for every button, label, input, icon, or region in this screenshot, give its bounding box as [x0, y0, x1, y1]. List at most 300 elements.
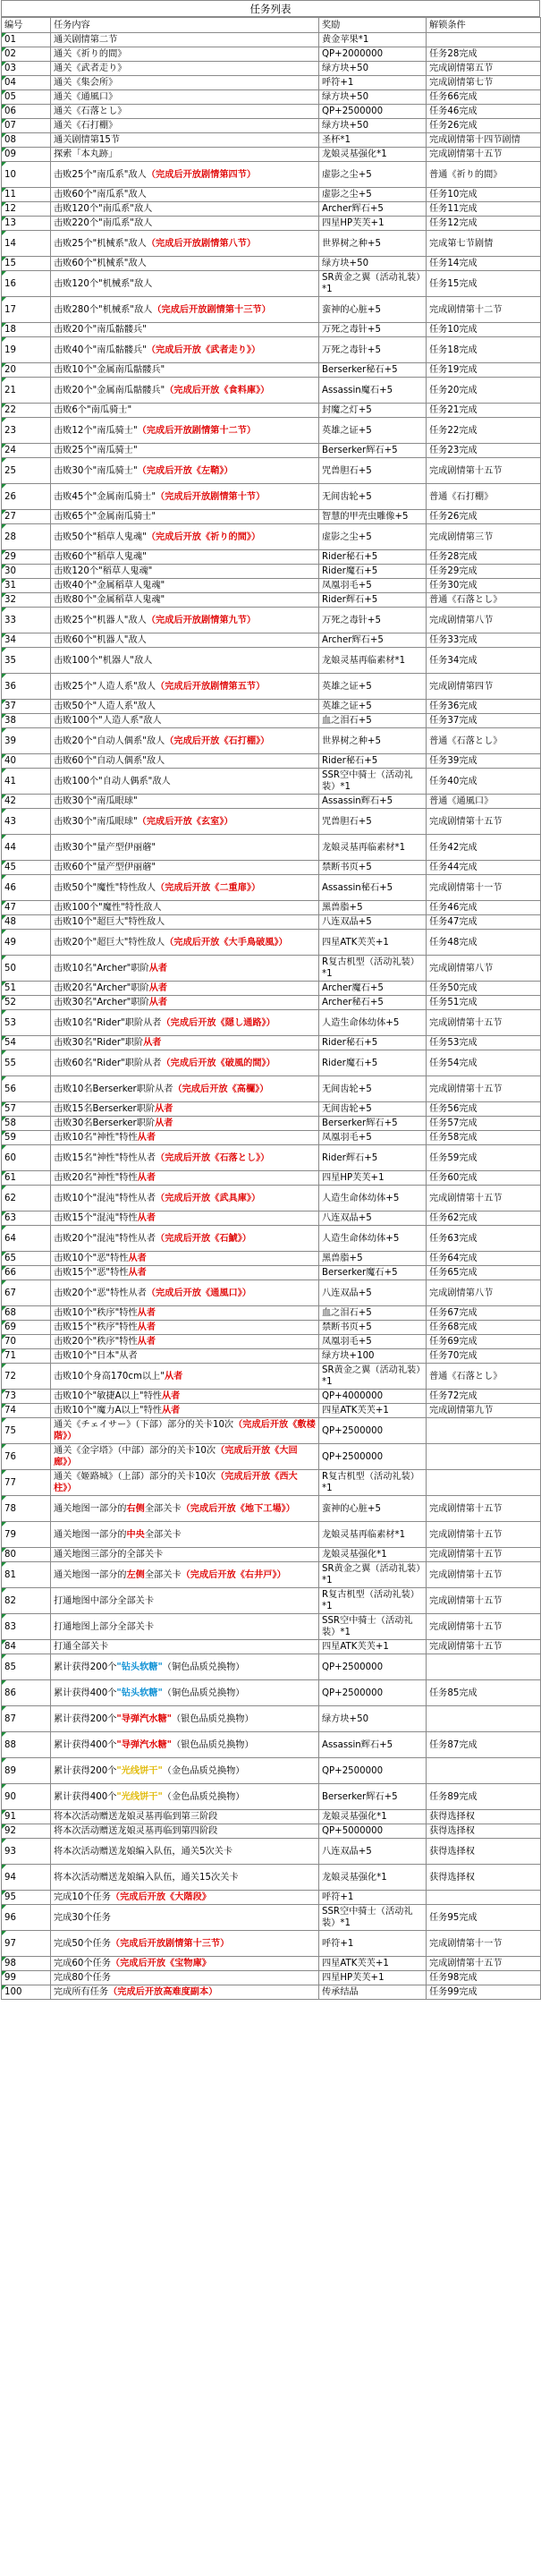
unlock-condition-cell: 完成剧情第七节	[427, 76, 541, 90]
unlock-condition-cell: 完成剧情第十五节	[427, 809, 541, 835]
task-content-cell	[51, 608, 319, 633]
task-highlight-text: （完成后开放《二重扉》）	[156, 882, 261, 893]
unlock-condition-cell: 任务98完成	[427, 1971, 541, 1985]
task-highlight-text: 从者	[137, 1133, 156, 1143]
task-highlight-text: （完成后开放剧情第十三节）	[110, 1938, 230, 1949]
unlock-condition-cell: 完成剧情第五节	[427, 62, 541, 76]
unlock-condition-cell: 任务10完成	[427, 188, 541, 202]
task-highlight-text: 从者	[148, 963, 168, 973]
task-id-cell: 38	[2, 714, 51, 728]
task-id-cell: 46	[2, 875, 51, 901]
task-highlight-text: 左侧	[126, 1569, 145, 1580]
unlock-condition-cell: 完成剧情第八节	[427, 608, 541, 633]
task-id-cell: 51	[2, 982, 51, 996]
table-row	[2, 915, 541, 930]
task-content-cell	[51, 728, 319, 754]
table-row	[2, 1266, 541, 1280]
task-text: 通关地图一部分的	[54, 1503, 127, 1514]
reward-cell: 四星ATK芙芙+1	[319, 1404, 427, 1418]
unlock-condition-cell: 任务85完成	[427, 1680, 541, 1706]
unlock-condition-cell: 任务19完成	[427, 363, 541, 378]
task-text: 击败20个"秩序"特性	[54, 1337, 138, 1347]
task-id-cell: 42	[2, 795, 51, 809]
table-row	[2, 378, 541, 404]
task-highlight-text: 从者	[148, 998, 168, 1007]
task-text: 击败65个"金属南瓜骑士"	[54, 512, 156, 522]
table-row	[2, 323, 541, 337]
task-id-cell: 33	[2, 608, 51, 633]
reward-cell: SR黄金之翼（活动礼装）*1	[319, 1562, 427, 1588]
table-row	[2, 1971, 541, 1985]
task-highlight-text: "导弹汽水糖"	[116, 1739, 172, 1750]
reward-cell: 人造生命体幼体+5	[319, 1186, 427, 1211]
reward-cell: 血之泪石+5	[319, 714, 427, 728]
reward-cell: 八连双晶+5	[319, 1211, 427, 1226]
task-highlight-text: 从者	[137, 1308, 156, 1318]
reward-cell: 四星HP芙芙+1	[319, 1171, 427, 1186]
table-row	[2, 119, 541, 133]
task-text: 击败50个"人造人系"敌人	[54, 701, 156, 711]
header-row	[2, 18, 541, 33]
table-row	[2, 1522, 541, 1548]
task-text: 击败15个"恶"特性	[54, 1268, 129, 1278]
task-text: 击败20名"神性"特性	[54, 1173, 138, 1183]
table-row	[2, 33, 541, 47]
task-content-cell	[51, 1145, 319, 1171]
task-content-cell	[51, 1654, 319, 1680]
reward-cell: QP+2500000	[319, 1680, 427, 1706]
task-highlight-text: （完成后开放《石落とし》）	[156, 1152, 270, 1163]
task-id-cell: 27	[2, 510, 51, 524]
task-highlight-text: （完成后开放《武者走り》）	[146, 344, 261, 355]
reward-cell: Archer秘石+5	[319, 996, 427, 1010]
table-row	[2, 458, 541, 484]
reward-cell: 禁断书页+5	[319, 1321, 427, 1335]
task-id-cell: 20	[2, 363, 51, 378]
task-content-cell	[51, 202, 319, 217]
task-content-cell	[51, 1050, 319, 1076]
task-highlight-text: （完成后开放《通風口》）	[146, 1288, 251, 1298]
task-highlight-text: （完成后开放剧情第十节）	[156, 491, 266, 502]
task-text: 将本次活动赠送龙娘灵基再临到第三阶段	[54, 1812, 218, 1822]
task-text: 将本次活动赠送龙娘编入队伍，通关15次关卡	[54, 1872, 239, 1883]
reward-cell: 龙娘灵基再临素材*1	[319, 648, 427, 674]
table-row	[2, 700, 541, 714]
table-row	[2, 217, 541, 231]
reward-cell: 蛮神的心脏+5	[319, 297, 427, 323]
task-content-cell	[51, 1891, 319, 1905]
task-highlight-text: （完成后开放《高欄》）	[173, 1084, 269, 1094]
task-id-cell: 47	[2, 901, 51, 915]
task-highlight-text: （完成后开放剧情第四节）	[146, 169, 257, 180]
task-id-cell: 43	[2, 809, 51, 835]
task-text: 击败25个"机械系"敌人	[54, 238, 147, 249]
task-content-cell	[51, 795, 319, 809]
task-text: 击败25个"人造人系"敌人	[54, 681, 156, 692]
task-highlight-text: （完成后开放《大回廊》）	[54, 1446, 298, 1467]
task-text: 击败10个"恶"特性	[54, 1254, 129, 1263]
task-highlight-text: 右侧	[126, 1503, 145, 1514]
reward-cell: 虚影之尘+5	[319, 524, 427, 550]
task-highlight-text: （完成后开放剧情第十二节）	[137, 425, 257, 436]
task-content-cell	[51, 1784, 319, 1810]
task-text: 击败60个"机械系"敌人	[54, 259, 147, 268]
task-content-cell	[51, 1614, 319, 1640]
table-row	[2, 257, 541, 271]
task-content-cell	[51, 1470, 319, 1496]
task-id-cell: 76	[2, 1444, 51, 1470]
task-id-cell: 79	[2, 1522, 51, 1548]
task-id-cell: 56	[2, 1076, 51, 1102]
task-text: 击败10个"混沌"特性从者	[54, 1193, 156, 1203]
task-text: 击败100个"机器人"敌人	[54, 655, 153, 666]
task-text: 全部关卡	[144, 1569, 182, 1580]
reward-cell: 圣杯*1	[319, 133, 427, 148]
table-row	[2, 1640, 541, 1654]
reward-cell: 咒兽胆石+5	[319, 809, 427, 835]
task-content-cell	[51, 1496, 319, 1522]
table-row	[2, 754, 541, 769]
task-text: 通关《通風口》	[54, 92, 118, 102]
task-id-cell: 68	[2, 1306, 51, 1321]
task-content-cell	[51, 162, 319, 188]
reward-cell: SSR空中骑士（活动礼装）*1	[319, 769, 427, 795]
reward-cell: R复古机型（活动礼装）*1	[319, 956, 427, 982]
task-content-cell	[51, 217, 319, 231]
table-row	[2, 1252, 541, 1266]
table-row	[2, 47, 541, 62]
task-content-cell	[51, 297, 319, 323]
task-text: 击败100个"自动人偶系"敌人	[54, 776, 171, 786]
table-row	[2, 608, 541, 633]
unlock-condition-cell: 任务54完成	[427, 1050, 541, 1076]
task-text: 击败60个"稻草人鬼魂"	[54, 552, 147, 562]
task-text: 击败10名"神性"特性	[54, 1133, 138, 1143]
unlock-condition-cell: 任务37完成	[427, 714, 541, 728]
task-content-cell	[51, 1444, 319, 1470]
task-text: 完成80个任务	[54, 1973, 111, 1983]
reward-cell: 凤凰羽毛+5	[319, 579, 427, 593]
unlock-condition-cell: 任务34完成	[427, 648, 541, 674]
table-row	[2, 1758, 541, 1784]
task-id-cell: 52	[2, 996, 51, 1010]
unlock-condition-cell	[427, 33, 541, 47]
reward-cell: 四星ATK芙芙+1	[319, 930, 427, 956]
task-highlight-text: （完成后开放《食料庫》）	[165, 385, 270, 395]
reward-cell: 绿方块+50	[319, 1706, 427, 1732]
task-content-cell	[51, 930, 319, 956]
reward-cell: Rider秘石+5	[319, 754, 427, 769]
unlock-condition-cell: 完成剧情第十五节	[427, 1957, 541, 1971]
unlock-condition-cell: 任务42完成	[427, 835, 541, 861]
task-content-cell	[51, 444, 319, 458]
table-row	[2, 148, 541, 162]
task-text: 击败12个"南瓜骑士"	[54, 425, 138, 436]
task-id-cell: 93	[2, 1839, 51, 1865]
task-id-cell: 72	[2, 1364, 51, 1390]
task-text: 通关地图一部分的	[54, 1529, 127, 1540]
table-row	[2, 1810, 541, 1824]
reward-cell: Berserker魔石+5	[319, 1266, 427, 1280]
unlock-condition-cell: 任务30完成	[427, 579, 541, 593]
unlock-condition-cell: 任务65完成	[427, 1266, 541, 1280]
unlock-condition-cell: 任务29完成	[427, 565, 541, 579]
unlock-condition-cell: 任务59完成	[427, 1145, 541, 1171]
table-row	[2, 1444, 541, 1470]
task-id-cell: 64	[2, 1226, 51, 1252]
task-id-cell: 59	[2, 1131, 51, 1145]
task-text: 击败50个"魔性"特性敌人	[54, 882, 156, 893]
task-highlight-text: 从者	[137, 1322, 156, 1332]
task-id-cell: 41	[2, 769, 51, 795]
table-row	[2, 674, 541, 700]
reward-cell: 虚影之尘+5	[319, 162, 427, 188]
task-id-cell: 61	[2, 1171, 51, 1186]
unlock-condition-cell	[427, 1654, 541, 1680]
table-row	[2, 188, 541, 202]
task-content-cell	[51, 550, 319, 565]
task-content-cell	[51, 1306, 319, 1321]
unlock-condition-cell: 获得选择权	[427, 1865, 541, 1891]
task-id-cell: 36	[2, 674, 51, 700]
reward-cell: 封魔之灯+5	[319, 404, 427, 418]
unlock-condition-cell: 获得选择权	[427, 1810, 541, 1824]
task-content-cell	[51, 148, 319, 162]
task-content-cell	[51, 1824, 319, 1839]
reward-cell: SSR空中骑士（活动礼装）*1	[319, 1614, 427, 1640]
reward-cell: 血之泪石+5	[319, 1306, 427, 1321]
table-row	[2, 1211, 541, 1226]
reward-cell: 凤凰羽毛+5	[319, 1335, 427, 1349]
unlock-condition-cell: 完成第七节剧情	[427, 231, 541, 257]
table-row	[2, 1654, 541, 1680]
task-content-cell	[51, 1865, 319, 1891]
reward-cell: 龙娘灵基强化*1	[319, 1810, 427, 1824]
reward-cell: 四星HP芙芙+1	[319, 217, 427, 231]
task-id-cell: 65	[2, 1252, 51, 1266]
unlock-condition-cell: 完成剧情第十五节	[427, 1186, 541, 1211]
reward-cell: 绿方块+50	[319, 257, 427, 271]
reward-cell: 智慧的甲壳虫雕像+5	[319, 510, 427, 524]
task-content-cell	[51, 1562, 319, 1588]
reward-cell: 呼符+1	[319, 76, 427, 90]
unlock-condition-cell: 任务11完成	[427, 202, 541, 217]
task-content-cell	[51, 809, 319, 835]
task-text: 击败20个"混沌"特性从者	[54, 1233, 156, 1244]
task-id-cell: 26	[2, 484, 51, 510]
unlock-condition-cell: 任务89完成	[427, 1784, 541, 1810]
task-id-cell: 10	[2, 162, 51, 188]
reward-cell: 龙娘灵基再临素材*1	[319, 1522, 427, 1548]
unlock-condition-cell: 任务26完成	[427, 510, 541, 524]
reward-cell: Rider魔石+5	[319, 565, 427, 579]
header-reward: 奖励	[319, 18, 427, 33]
task-text: 将本次活动赠送龙娘灵基再临到第四阶段	[54, 1826, 218, 1836]
reward-cell: Berserker辉石+5	[319, 444, 427, 458]
task-text: 击败80个"金属稻草人鬼魂"	[54, 595, 165, 605]
task-id-cell: 74	[2, 1404, 51, 1418]
task-content-cell	[51, 33, 319, 47]
table-row	[2, 1364, 541, 1390]
reward-cell: 传承结晶	[319, 1985, 427, 2000]
task-id-cell: 02	[2, 47, 51, 62]
task-content-cell	[51, 1971, 319, 1985]
unlock-condition-cell: 任务57完成	[427, 1117, 541, 1131]
task-id-cell: 19	[2, 337, 51, 363]
reward-cell: 黄金苹果*1	[319, 33, 427, 47]
reward-cell: 绿方块+50	[319, 62, 427, 76]
task-id-cell: 13	[2, 217, 51, 231]
unlock-condition-cell	[427, 1891, 541, 1905]
task-highlight-text: 从者	[155, 1118, 173, 1128]
task-content-cell	[51, 337, 319, 363]
task-text: 通关地图一部分的	[54, 1569, 127, 1580]
task-content-cell	[51, 62, 319, 76]
task-content-cell	[51, 565, 319, 579]
task-highlight-text: （完成后开放《玄室》）	[137, 816, 233, 827]
task-id-cell: 01	[2, 33, 51, 47]
reward-cell: 无间齿轮+5	[319, 1102, 427, 1117]
unlock-condition-cell: 完成剧情第十五节	[427, 1496, 541, 1522]
task-highlight-text: "钻头软糖"	[116, 1662, 163, 1672]
task-id-cell: 32	[2, 593, 51, 608]
reward-cell: Assassin魔石+5	[319, 378, 427, 404]
task-text: 击败60个"自动人偶系"敌人	[54, 756, 165, 766]
task-id-cell: 39	[2, 728, 51, 754]
task-content-cell	[51, 674, 319, 700]
task-text: 探索「本丸跡」	[54, 149, 118, 159]
reward-cell: Archer辉石+5	[319, 202, 427, 217]
unlock-condition-cell: 任务51完成	[427, 996, 541, 1010]
task-id-cell: 05	[2, 90, 51, 105]
task-id-cell: 48	[2, 915, 51, 930]
task-text: 将本次活动赠送龙娘编入队伍，通关5次关卡	[54, 1846, 233, 1857]
task-highlight-text: （完成后开放《石打棚》）	[165, 735, 270, 746]
table-row	[2, 579, 541, 593]
unlock-condition-cell: 任务36完成	[427, 700, 541, 714]
reward-cell: Rider秘石+5	[319, 550, 427, 565]
table-row	[2, 1010, 541, 1036]
header-condition: 解锁条件	[427, 18, 541, 33]
task-content-cell	[51, 133, 319, 148]
task-id-cell: 44	[2, 835, 51, 861]
task-content-cell	[51, 1117, 319, 1131]
task-content-cell	[51, 47, 319, 62]
table-row	[2, 795, 541, 809]
reward-cell: 咒兽胆石+5	[319, 458, 427, 484]
task-text: 击败220个"南瓜系"敌人	[54, 218, 153, 228]
task-content-cell	[51, 1588, 319, 1614]
table-row	[2, 1321, 541, 1335]
reward-cell: 世界树之种+5	[319, 728, 427, 754]
task-content-cell	[51, 1985, 319, 2000]
unlock-condition-cell: 任务72完成	[427, 1390, 541, 1404]
task-id-cell: 60	[2, 1145, 51, 1171]
unlock-condition-cell: 完成剧情第十一节	[427, 1931, 541, 1957]
unlock-condition-cell: 任务87完成	[427, 1732, 541, 1758]
task-id-cell: 83	[2, 1614, 51, 1640]
task-text: 通关《チェイサー》（下部）部分的关卡10次	[54, 1420, 234, 1430]
task-content-cell	[51, 633, 319, 648]
task-text: 击败10名"Archer"职阶	[54, 963, 149, 973]
unlock-condition-cell: 任务70完成	[427, 1349, 541, 1364]
task-content-cell	[51, 1321, 319, 1335]
task-highlight-text: 从者	[148, 983, 168, 993]
unlock-condition-cell: 任务28完成	[427, 47, 541, 62]
task-highlight-text: （完成后开放高难度副本）	[108, 1987, 218, 1997]
task-id-cell: 67	[2, 1280, 51, 1306]
task-content-cell	[51, 861, 319, 875]
task-id-cell: 37	[2, 700, 51, 714]
unlock-condition-cell	[427, 1444, 541, 1470]
table-row	[2, 714, 541, 728]
task-content-cell	[51, 1522, 319, 1548]
table-row	[2, 162, 541, 188]
table-row	[2, 809, 541, 835]
task-content-cell	[51, 769, 319, 795]
reward-cell: Rider秘石+5	[319, 1036, 427, 1050]
table-row	[2, 1891, 541, 1905]
task-content-cell	[51, 982, 319, 996]
reward-cell: 禁断书页+5	[319, 861, 427, 875]
task-content-cell	[51, 1226, 319, 1252]
unlock-condition-cell: 普通《石落とし》	[427, 593, 541, 608]
task-text: 击败10个"超巨大"特性敌人	[54, 917, 165, 927]
unlock-condition-cell: 完成剧情第十五节	[427, 1548, 541, 1562]
task-content-cell	[51, 1640, 319, 1654]
unlock-condition-cell: 任务50完成	[427, 982, 541, 996]
task-text: 击败120个"机械系"敌人	[54, 278, 153, 289]
task-content-cell	[51, 1266, 319, 1280]
task-text: 击败15名"神性"特性从者	[54, 1152, 156, 1163]
task-id-cell: 63	[2, 1211, 51, 1226]
task-highlight-text: 从者	[137, 1337, 156, 1347]
table-row	[2, 363, 541, 378]
reward-cell: R复古机型（活动礼装）*1	[319, 1588, 427, 1614]
task-highlight-text: 从者	[162, 1391, 181, 1401]
unlock-condition-cell: 任务66完成	[427, 90, 541, 105]
unlock-condition-cell: 任务14完成	[427, 257, 541, 271]
unlock-condition-cell: 任务26完成	[427, 119, 541, 133]
task-table-body	[2, 33, 541, 2000]
task-text: 击败40个"金属稻草人鬼魂"	[54, 581, 165, 591]
table-row	[2, 1390, 541, 1404]
task-text: 击败30个"量产型伊丽蘑"	[54, 842, 156, 853]
table-row	[2, 1706, 541, 1732]
task-content-cell	[51, 1335, 319, 1349]
task-table	[1, 17, 541, 2000]
task-content-cell	[51, 901, 319, 915]
unlock-condition-cell: 任务69完成	[427, 1335, 541, 1349]
table-row	[2, 1732, 541, 1758]
table-row	[2, 1548, 541, 1562]
task-content-cell	[51, 1548, 319, 1562]
task-text: 击败120个"稻草人鬼魂"	[54, 566, 153, 576]
task-highlight-text: 从者	[155, 1104, 173, 1114]
reward-cell: 呼符+1	[319, 1931, 427, 1957]
task-content-cell	[51, 271, 319, 297]
task-text: 通关《金字塔》（中部）部分的关卡10次	[54, 1446, 216, 1456]
task-highlight-text: （完成后开放《祈り的間》）	[146, 531, 261, 542]
task-id-cell: 50	[2, 956, 51, 982]
task-text: 击败45个"金属南瓜骑士"	[54, 491, 156, 502]
task-id-cell: 95	[2, 1891, 51, 1905]
task-text: 击败30名"Rider"职阶	[54, 1038, 144, 1048]
task-id-cell: 07	[2, 119, 51, 133]
table-row	[2, 835, 541, 861]
task-text: 通关剧情第15节	[54, 135, 121, 145]
reward-cell: 蛮神的心脏+5	[319, 1496, 427, 1522]
